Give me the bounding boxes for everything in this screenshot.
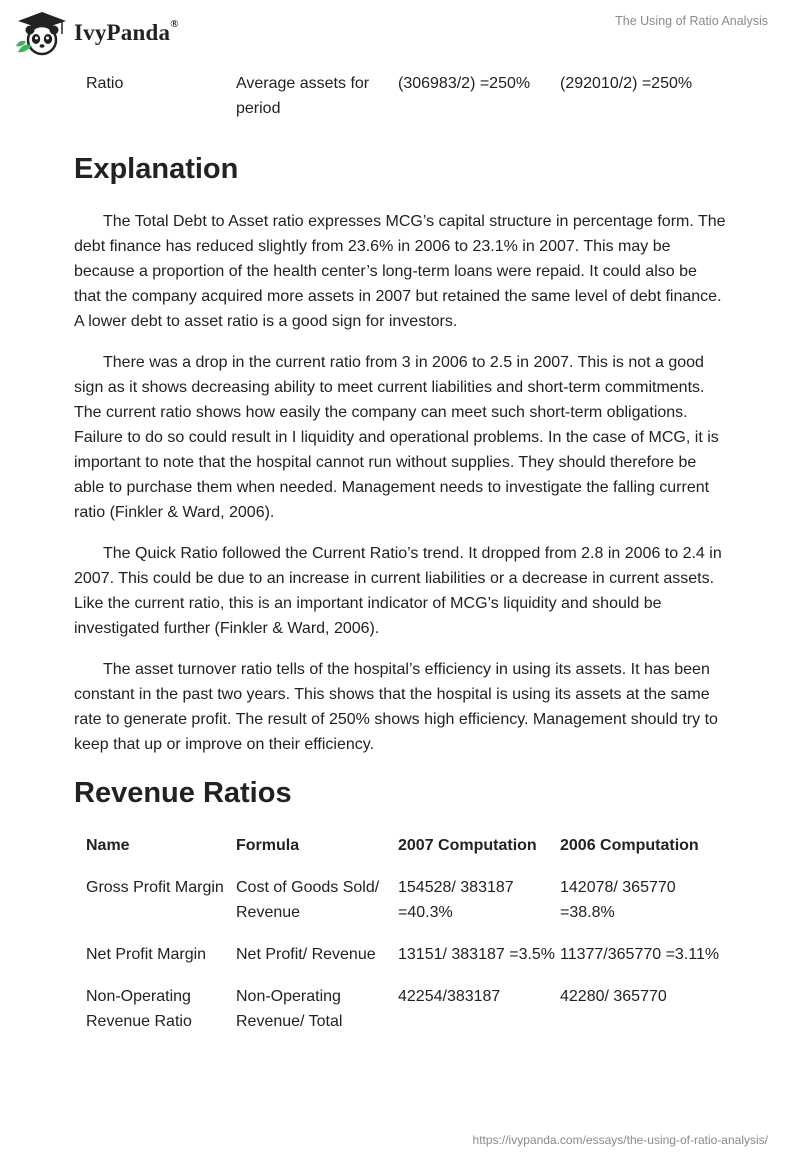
brand-logo[interactable] [14,8,214,58]
table-row [74,942,726,967]
paragraph: There was a drop in the current ratio from 3 in 2006 to 2.5 in 2007. This is not a good sign as it shows decreasing ability to meet current liabilities and short-term commitments. The current ratio shows how easily the company can meet such short-term obligations. Failure to do so could result in I liquidity and operational problems. In the case of MCG, it is important to note that the hospital cannot run without supplies. They should therefore be able to purchase them when needed. Management needs to investigate the falling current ratio (Finkler & Ward, 2006). [74,354,719,521]
cell-formula: Average assets for period [236,75,370,117]
paragraph: The asset turnover ratio tells of the hospital’s efficiency in using its assets. It has been constant in the past two years. This shows that the hospital is using its assets at the same rate to generate profit. The result of 250% shows high efficiency. Management should try to keep that up or improve on their efficiency. [74,661,718,753]
cell-name: Ratio [86,75,124,92]
cell-formula: Cost of Goods Sold/ Revenue [236,879,380,921]
table-header-row [74,833,726,858]
cell-2007: 42254/383187 [398,988,501,1005]
cell-2006: 11377/365770 =3.11% [560,946,720,963]
explanation-body [74,209,726,757]
cell-2006: 142078/ 365770 =38.8% [560,879,676,921]
cell-formula: Net Profit/ Revenue [236,946,376,963]
column-header-name: Name [86,837,130,854]
cell-2007: (306983/2) =250% [398,75,531,92]
section-heading-explanation: Explanation [74,153,239,185]
cell-2007: 154528/ 383187 =40.3% [398,879,514,921]
essay-content [74,70,726,1051]
cell-name: Non-Operating Revenue Ratio [86,988,192,1030]
column-header-2006: 2006 Computation [560,837,699,854]
column-header-formula: Formula [236,837,300,854]
cell-2006: (292010/2) =250% [560,75,693,92]
table-row-asset-turnover [74,71,726,121]
cell-name: Net Profit Margin [86,946,207,963]
section-heading-revenue-ratios: Revenue Ratios [74,777,292,809]
source-url[interactable]: https://ivypanda.com/essays/the-using-of-ratio-analysis/ [472,1133,768,1147]
cell-2006: 42280/ 365770 [560,988,667,1005]
table-row [74,984,726,1034]
panda-graduate-icon [14,10,70,56]
document-title: The Using of Ratio Analysis [615,14,768,28]
page-header [0,0,800,64]
revenue-ratios-table [74,833,726,1034]
column-header-2007: 2007 Computation [398,837,537,854]
cell-2007: 13151/ 383187 =3.5% [398,946,556,963]
cell-name: Gross Profit Margin [86,879,224,896]
table-row [74,875,726,925]
paragraph: The Quick Ratio followed the Current Ratio’s trend. It dropped from 2.8 in 2006 to 2.4 in 2007. This could be due to an increase in current liabilities or a decrease in current assets. Like the current ratio, this is an important indicator of MCG’s liquidity and should be investigated further (Finkler & Ward, 2006). [74,545,722,637]
cell-formula: Non-Operating Revenue/ Total [236,988,343,1030]
paragraph: The Total Debt to Asset ratio expresses MCG’s capital structure in percentage form. The debt finance has reduced slightly from 23.6% in 2006 to 23.1% in 2007. This may be because a proportion of the health center’s long-term loans were repaid. It could also be that the company acquired more assets in 2007 but retained the same level of debt finance. A lower debt to asset ratio is a good sign for investors. [74,213,726,330]
brand-name: IvyPanda® [74,18,179,45]
